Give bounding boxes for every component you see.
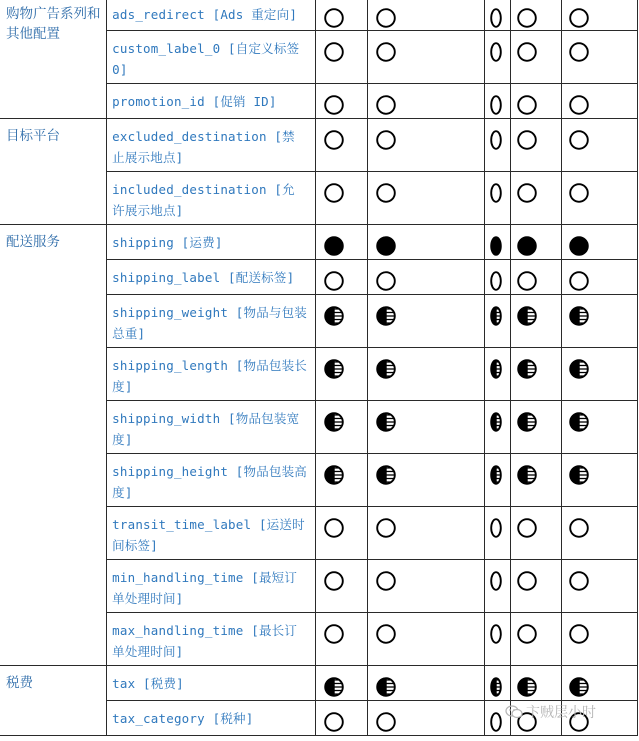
requirement-cell bbox=[368, 225, 485, 260]
requirement-cell bbox=[316, 454, 368, 507]
empty-circle-icon bbox=[324, 183, 344, 203]
requirement-cell bbox=[562, 225, 638, 260]
empty-circle-icon bbox=[517, 183, 537, 203]
empty-circle-icon bbox=[376, 571, 396, 591]
requirement-cell bbox=[562, 560, 638, 613]
requirement-cell bbox=[562, 454, 638, 507]
empty-circle-icon bbox=[490, 130, 502, 150]
requirement-cell bbox=[316, 295, 368, 348]
half-circle-icon bbox=[569, 677, 589, 697]
requirement-cell bbox=[316, 0, 368, 31]
requirement-cell bbox=[485, 348, 511, 401]
empty-circle-icon bbox=[376, 95, 396, 115]
group-label: 目标平台 bbox=[0, 119, 107, 225]
requirement-cell bbox=[562, 0, 638, 31]
attribute-name-link[interactable]: included_destination [允许展示地点] bbox=[107, 172, 316, 225]
half-circle-icon bbox=[569, 359, 589, 379]
requirement-cell bbox=[562, 613, 638, 666]
requirement-cell bbox=[562, 348, 638, 401]
requirement-cell bbox=[562, 666, 638, 701]
attribute-name-link[interactable]: tax [税费] bbox=[107, 666, 316, 701]
attribute-name-link[interactable]: max_handling_time [最长订单处理时间] bbox=[107, 613, 316, 666]
empty-circle-icon bbox=[376, 624, 396, 644]
requirement-cell bbox=[316, 666, 368, 701]
requirement-cell bbox=[316, 507, 368, 560]
empty-circle-icon bbox=[324, 518, 344, 538]
requirement-cell bbox=[368, 348, 485, 401]
requirement-cell bbox=[562, 172, 638, 225]
requirement-cell bbox=[562, 260, 638, 295]
requirement-cell bbox=[485, 225, 511, 260]
requirement-cell bbox=[368, 0, 485, 31]
table-row bbox=[0, 119, 638, 172]
table-row bbox=[0, 0, 638, 31]
empty-circle-icon bbox=[569, 95, 589, 115]
empty-circle-icon bbox=[517, 624, 537, 644]
requirement-cell bbox=[485, 119, 511, 172]
filled-circle-icon bbox=[517, 236, 537, 256]
empty-circle-icon bbox=[324, 130, 344, 150]
requirement-cell bbox=[368, 401, 485, 454]
empty-circle-icon bbox=[324, 42, 344, 62]
requirement-cell bbox=[485, 260, 511, 295]
requirement-cell bbox=[485, 172, 511, 225]
empty-circle-icon bbox=[324, 8, 344, 28]
attribute-name-link[interactable]: ads_redirect [Ads 重定向] bbox=[107, 0, 316, 31]
requirement-cell bbox=[485, 454, 511, 507]
half-circle-icon bbox=[324, 412, 344, 432]
empty-circle-icon bbox=[490, 8, 502, 28]
empty-circle-icon bbox=[324, 624, 344, 644]
requirement-cell bbox=[511, 295, 562, 348]
requirement-cell bbox=[368, 119, 485, 172]
half-circle-icon bbox=[376, 465, 396, 485]
empty-circle-icon bbox=[569, 8, 589, 28]
requirement-cell bbox=[316, 172, 368, 225]
empty-circle-icon bbox=[569, 42, 589, 62]
empty-circle-icon bbox=[376, 518, 396, 538]
requirement-cell bbox=[511, 172, 562, 225]
table-row bbox=[0, 666, 638, 701]
requirement-cell bbox=[485, 31, 511, 84]
watermark-text: 卞贼层小时 bbox=[526, 705, 596, 721]
attribute-name-link[interactable]: shipping_length [物品包装长度] bbox=[107, 348, 316, 401]
empty-circle-icon bbox=[517, 95, 537, 115]
half-circle-icon bbox=[376, 359, 396, 379]
empty-circle-icon bbox=[569, 130, 589, 150]
empty-circle-icon bbox=[517, 42, 537, 62]
table-row bbox=[0, 225, 638, 260]
filled-circle-icon bbox=[569, 236, 589, 256]
empty-circle-icon bbox=[376, 42, 396, 62]
requirement-cell bbox=[316, 119, 368, 172]
requirement-cell bbox=[316, 613, 368, 666]
requirement-cell bbox=[511, 507, 562, 560]
requirement-cell bbox=[368, 84, 485, 119]
requirement-cell bbox=[485, 295, 511, 348]
requirement-cell bbox=[562, 507, 638, 560]
half-circle-icon bbox=[324, 359, 344, 379]
requirement-cell bbox=[562, 119, 638, 172]
empty-circle-icon bbox=[517, 518, 537, 538]
requirement-cell bbox=[485, 401, 511, 454]
empty-circle-icon bbox=[324, 95, 344, 115]
half-circle-icon bbox=[376, 412, 396, 432]
requirement-cell bbox=[562, 84, 638, 119]
empty-circle-icon bbox=[490, 712, 502, 732]
half-circle-icon bbox=[490, 412, 502, 432]
empty-circle-icon bbox=[490, 518, 502, 538]
half-circle-icon bbox=[490, 465, 502, 485]
empty-circle-icon bbox=[376, 130, 396, 150]
requirement-cell bbox=[316, 348, 368, 401]
empty-circle-icon bbox=[324, 271, 344, 291]
attribute-name-link[interactable]: tax_category [税种] bbox=[107, 701, 316, 736]
requirement-cell bbox=[511, 260, 562, 295]
empty-circle-icon bbox=[569, 518, 589, 538]
empty-circle-icon bbox=[490, 271, 502, 291]
requirement-cell bbox=[511, 666, 562, 701]
half-circle-icon bbox=[517, 359, 537, 379]
filled-circle-icon bbox=[324, 236, 344, 256]
requirement-cell bbox=[316, 84, 368, 119]
requirement-cell bbox=[368, 701, 485, 736]
requirement-cell bbox=[511, 0, 562, 31]
requirement-cell bbox=[368, 507, 485, 560]
requirement-cell bbox=[485, 613, 511, 666]
empty-circle-icon bbox=[376, 8, 396, 28]
attribute-name-link[interactable]: shipping_weight [物品与包装总重] bbox=[107, 295, 316, 348]
half-circle-icon bbox=[517, 412, 537, 432]
filled-circle-icon bbox=[490, 236, 502, 256]
watermark bbox=[505, 702, 596, 722]
requirement-cell bbox=[316, 401, 368, 454]
empty-circle-icon bbox=[517, 571, 537, 591]
attribute-name-link[interactable]: excluded_destination [禁止展示地点] bbox=[107, 119, 316, 172]
requirement-cell bbox=[368, 31, 485, 84]
attribute-name-link[interactable]: shipping_height [物品包装高度] bbox=[107, 454, 316, 507]
half-circle-icon bbox=[324, 306, 344, 326]
half-circle-icon bbox=[517, 677, 537, 697]
half-circle-icon bbox=[569, 306, 589, 326]
requirement-cell bbox=[511, 31, 562, 84]
half-circle-icon bbox=[517, 465, 537, 485]
empty-circle-icon bbox=[490, 95, 502, 115]
requirement-cell bbox=[511, 119, 562, 172]
empty-circle-icon bbox=[376, 183, 396, 203]
requirement-cell bbox=[562, 295, 638, 348]
group-label: 税费 bbox=[0, 666, 107, 736]
empty-circle-icon bbox=[569, 571, 589, 591]
requirement-cell bbox=[511, 613, 562, 666]
requirement-cell bbox=[368, 295, 485, 348]
attribute-name-link[interactable]: promotion_id [促销 ID] bbox=[107, 84, 316, 119]
filled-circle-icon bbox=[376, 236, 396, 256]
empty-circle-icon bbox=[376, 271, 396, 291]
empty-circle-icon bbox=[376, 712, 396, 732]
half-circle-icon bbox=[490, 306, 502, 326]
requirement-cell bbox=[485, 84, 511, 119]
requirement-cell bbox=[368, 172, 485, 225]
requirement-cell bbox=[511, 84, 562, 119]
empty-circle-icon bbox=[324, 712, 344, 732]
group-label: 配送服务 bbox=[0, 225, 107, 666]
half-circle-icon bbox=[517, 306, 537, 326]
requirement-cell bbox=[316, 560, 368, 613]
half-circle-icon bbox=[324, 465, 344, 485]
half-circle-icon bbox=[324, 677, 344, 697]
requirement-cell bbox=[511, 401, 562, 454]
requirement-cell bbox=[485, 0, 511, 31]
requirement-cell bbox=[368, 260, 485, 295]
empty-circle-icon bbox=[517, 271, 537, 291]
half-circle-icon bbox=[490, 359, 502, 379]
wechat-icon bbox=[505, 705, 523, 719]
requirement-cell bbox=[316, 260, 368, 295]
half-circle-icon bbox=[376, 677, 396, 697]
requirement-cell bbox=[368, 454, 485, 507]
attribute-name-link[interactable]: shipping_width [物品包装宽度] bbox=[107, 401, 316, 454]
half-circle-icon bbox=[376, 306, 396, 326]
empty-circle-icon bbox=[569, 271, 589, 291]
empty-circle-icon bbox=[490, 571, 502, 591]
attribute-name-link[interactable]: custom_label_0 [自定义标签0] bbox=[107, 31, 316, 84]
requirement-cell bbox=[511, 454, 562, 507]
requirement-cell bbox=[562, 401, 638, 454]
empty-circle-icon bbox=[569, 183, 589, 203]
requirement-cell bbox=[511, 225, 562, 260]
requirement-cell bbox=[316, 225, 368, 260]
requirement-cell bbox=[485, 560, 511, 613]
requirement-cell bbox=[316, 31, 368, 84]
requirement-cell bbox=[368, 560, 485, 613]
requirement-cell bbox=[316, 701, 368, 736]
attribute-name-link[interactable]: shipping [运费] bbox=[107, 225, 316, 260]
empty-circle-icon bbox=[490, 42, 502, 62]
empty-circle-icon bbox=[490, 624, 502, 644]
requirement-cell bbox=[485, 507, 511, 560]
empty-circle-icon bbox=[324, 571, 344, 591]
requirement-cell bbox=[511, 560, 562, 613]
requirement-cell bbox=[368, 613, 485, 666]
requirement-cell bbox=[562, 31, 638, 84]
attribute-name-link[interactable]: shipping_label [配送标签] bbox=[107, 260, 316, 295]
requirement-cell bbox=[485, 666, 511, 701]
empty-circle-icon bbox=[490, 183, 502, 203]
requirement-cell bbox=[368, 666, 485, 701]
empty-circle-icon bbox=[569, 624, 589, 644]
half-circle-icon bbox=[569, 412, 589, 432]
half-circle-icon bbox=[490, 677, 502, 697]
empty-circle-icon bbox=[517, 130, 537, 150]
attribute-name-link[interactable]: min_handling_time [最短订单处理时间] bbox=[107, 560, 316, 613]
empty-circle-icon bbox=[517, 8, 537, 28]
attribute-name-link[interactable]: transit_time_label [运送时间标签] bbox=[107, 507, 316, 560]
requirement-cell bbox=[511, 348, 562, 401]
group-label: 购物广告系列和其他配置 bbox=[0, 0, 107, 119]
half-circle-icon bbox=[569, 465, 589, 485]
